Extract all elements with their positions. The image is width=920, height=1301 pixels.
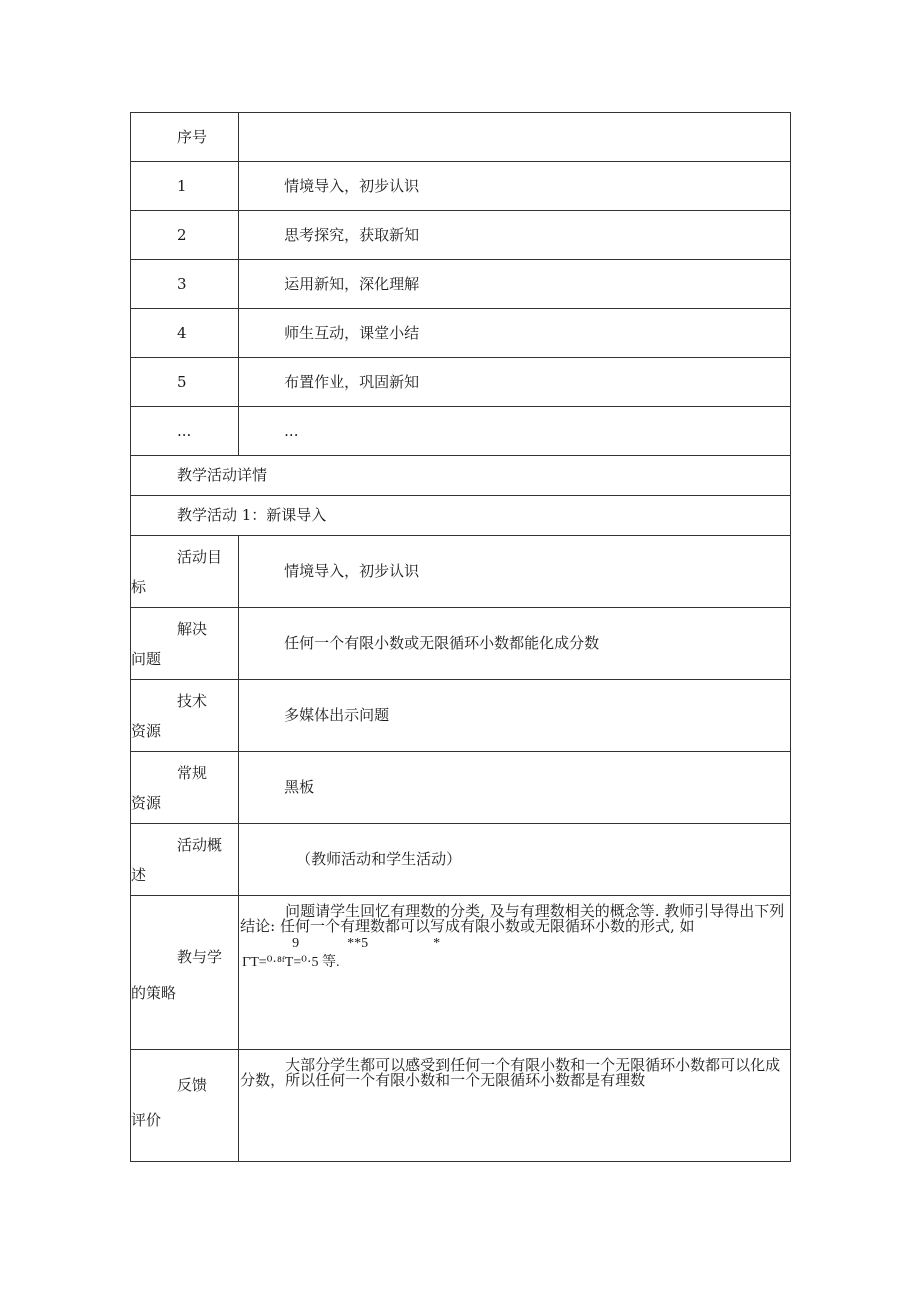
detail-row-goal <box>131 536 791 608</box>
label-line-1: 教与学 <box>177 948 223 966</box>
detail-row-regular <box>131 752 791 824</box>
label-line-1: 常规 <box>177 764 208 782</box>
detail-value: 黑板 <box>239 752 791 824</box>
feedback-paragraph: 大部分学生都可以感受到任何一个有限小数和一个无限循环小数都可以化成分数，所以任何一个有限小数和一个无限循环小数都是有理数 <box>240 1056 781 1089</box>
label-line-1: 反馈 <box>177 1076 208 1094</box>
feedback-label <box>131 1050 239 1162</box>
detail-label <box>131 752 239 824</box>
formula <box>240 934 790 978</box>
label-line-1: 活动目 <box>177 548 223 566</box>
strategy-paragraph: 问题请学生回忆有理数的分类, 及与有理数相关的概念等. 教师引导得出下列结论: 任何一个有理数都可以写成有限小数或无限循环小数的形式, 如 <box>240 902 785 935</box>
formula-top-2: **5 <box>347 936 369 951</box>
label-line-1: 活动概 <box>177 836 223 854</box>
activity-title-row <box>131 496 791 536</box>
lesson-plan-table <box>130 112 791 1162</box>
detail-row-problem <box>131 608 791 680</box>
strategy-row <box>131 896 791 1050</box>
step-number: ... <box>131 407 239 456</box>
detail-label <box>131 824 239 896</box>
feedback-row <box>131 1050 791 1162</box>
step-number: 5 <box>131 358 239 407</box>
step-text: 布置作业，巩固新知 <box>239 358 791 407</box>
seq-value <box>239 113 791 162</box>
section-title-row <box>131 456 791 496</box>
step-number: 4 <box>131 309 239 358</box>
step-text: ... <box>239 407 791 456</box>
detail-row-overview <box>131 824 791 896</box>
strategy-content <box>239 896 791 1050</box>
strategy-text <box>240 904 790 934</box>
step-row <box>131 211 791 260</box>
activity-title: 教学活动 1：新课导入 <box>131 496 791 536</box>
header-row <box>131 113 791 162</box>
step-number: 3 <box>131 260 239 309</box>
label-line-2: 的策略 <box>131 984 177 1002</box>
detail-value: 多媒体出示问题 <box>239 680 791 752</box>
step-row <box>131 162 791 211</box>
step-text: 情境导入，初步认识 <box>239 162 791 211</box>
formula-top-1: 9 <box>292 936 300 951</box>
step-row <box>131 260 791 309</box>
detail-row-tech <box>131 680 791 752</box>
label-line-2: 标 <box>131 578 147 596</box>
formula-bottom: ΓT=⁰·⁸ᶠT=⁰·5 等. <box>242 955 340 970</box>
step-number: 2 <box>131 211 239 260</box>
step-text: 师生互动，课堂小结 <box>239 309 791 358</box>
label-line-2: 问题 <box>131 650 162 668</box>
step-row <box>131 407 791 456</box>
formula-top-3: * <box>433 936 441 951</box>
label-line-2: 评价 <box>131 1111 162 1129</box>
label-line-2: 述 <box>131 866 147 884</box>
step-text: 思考探究，获取新知 <box>239 211 791 260</box>
strategy-label <box>131 896 239 1050</box>
step-row <box>131 358 791 407</box>
step-number: 1 <box>131 162 239 211</box>
step-row <box>131 309 791 358</box>
detail-label <box>131 608 239 680</box>
section-title: 教学活动详情 <box>131 456 791 496</box>
seq-label: 序号 <box>131 113 239 162</box>
feedback-content <box>239 1050 791 1162</box>
label-line-2: 资源 <box>131 722 162 740</box>
detail-value: 任何一个有限小数或无限循环小数都能化成分数 <box>239 608 791 680</box>
detail-label <box>131 536 239 608</box>
detail-value: （教师活动和学生活动） <box>239 824 791 896</box>
detail-label <box>131 680 239 752</box>
label-line-1: 技术 <box>177 692 208 710</box>
detail-value: 情境导入，初步认识 <box>239 536 791 608</box>
label-line-1: 解决 <box>177 620 208 638</box>
label-line-2: 资源 <box>131 794 162 812</box>
step-text: 运用新知，深化理解 <box>239 260 791 309</box>
